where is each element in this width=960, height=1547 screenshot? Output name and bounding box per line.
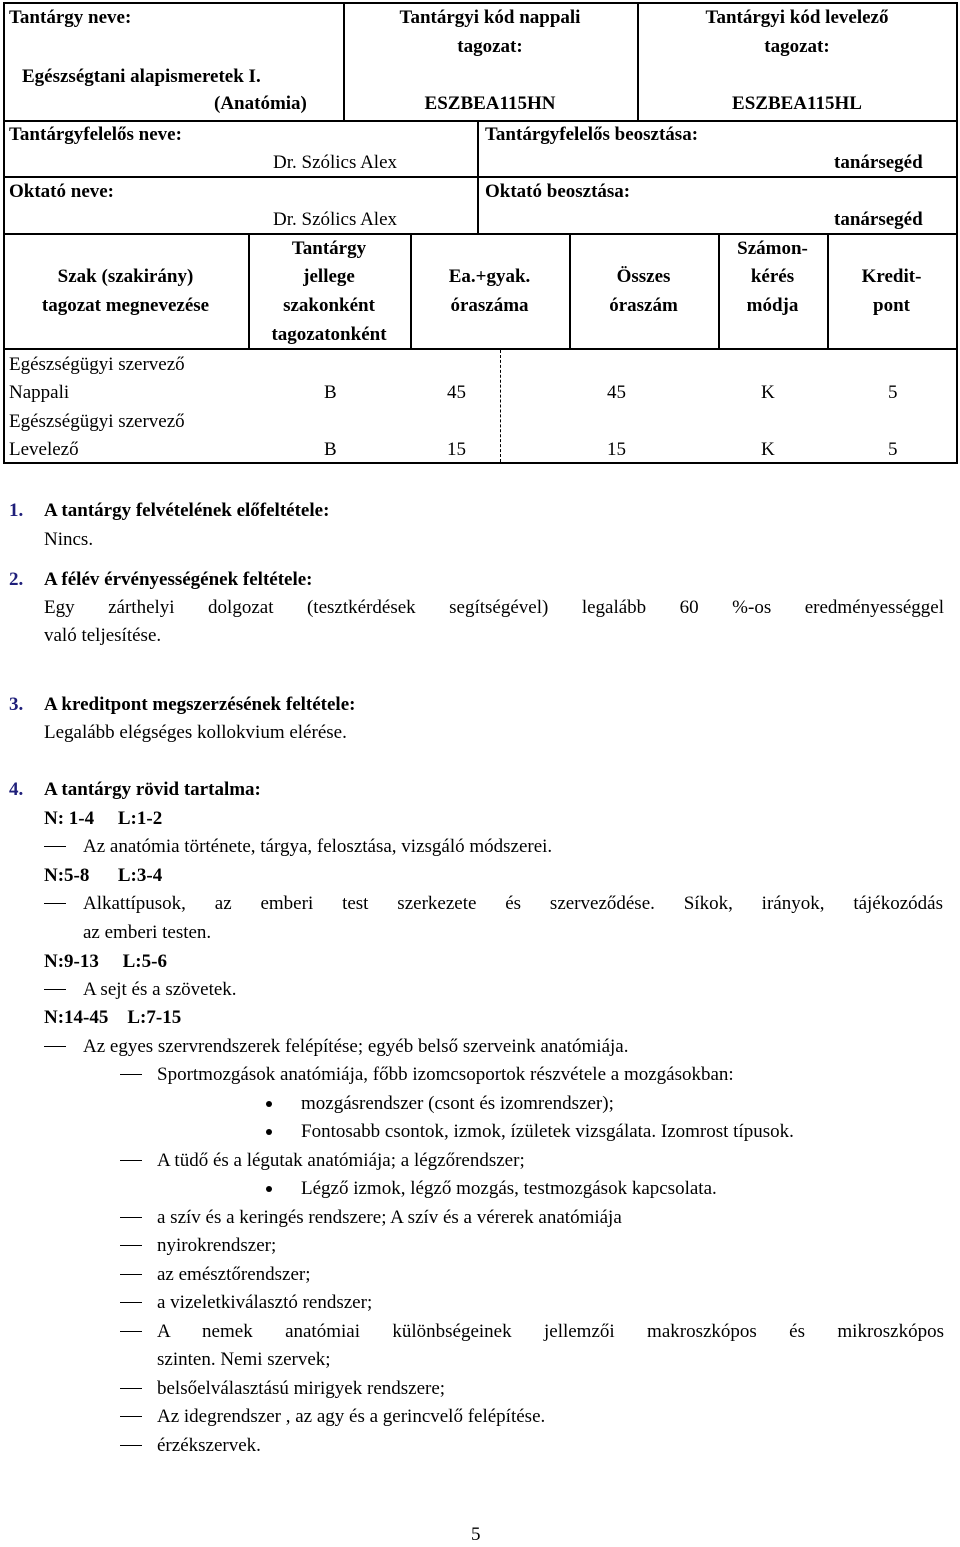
col-header-hours: Ea.+gyak. — [448, 266, 531, 287]
dash-icon — [120, 1160, 142, 1161]
section-number: 1. — [9, 500, 24, 521]
responsible-name-label: Tantárgyfelelős neve: — [9, 124, 182, 145]
col-header-type-3: szakonként — [283, 295, 375, 316]
list-item: a vizeletkiválasztó rendszer; — [157, 1292, 373, 1313]
section-number: 3. — [9, 694, 24, 715]
dash-icon — [44, 846, 66, 847]
list-item: A nemek anatómiai különbségeinek jellemzői makroszkópos és mikroszkópos — [157, 1321, 944, 1342]
col-header-program: Szak (szakirány) — [57, 266, 194, 287]
section-text: Legalább elégséges kollokvium elérése. — [44, 722, 347, 743]
list-item: A tüdő és a légutak anatómiája; a légzőrendszer; — [157, 1150, 525, 1171]
col-header-type-4: tagozatonként — [271, 324, 387, 345]
subject-name-label: Tantárgy neve: — [9, 7, 132, 28]
dash-icon — [44, 989, 66, 990]
responsible-position-label: Tantárgyfelelős beosztása: — [485, 124, 699, 145]
list-item: Az idegrendszer , az agy és a gerincvelő felépítése. — [157, 1406, 546, 1427]
code-correspondence-label: Tantárgyi kód levelező — [705, 7, 889, 28]
col-header-exam-3: módja — [746, 295, 799, 316]
list-item: az emésztőrendszer; — [157, 1264, 311, 1285]
row-hours: 45 — [447, 382, 466, 403]
list-item: Sportmozgások anatómiája, főbb izomcsoportok részvétele a mozgásokban: — [157, 1064, 734, 1085]
list-item: mozgásrendszer (csont és izomrendszer); — [301, 1093, 614, 1114]
subject-name: Egészségtani alapismeretek I. — [22, 66, 261, 87]
row-total: 45 — [607, 382, 626, 403]
responsible-position: tanársegéd — [834, 152, 923, 173]
dash-icon — [120, 1416, 142, 1417]
dash-icon — [120, 1245, 142, 1246]
col-header-program-2: tagozat megnevezése — [41, 295, 210, 316]
section-title: A félév érvényességének feltétele: — [44, 569, 313, 590]
instructor-position: tanársegéd — [834, 209, 923, 230]
row-mode: Levelező — [9, 439, 79, 460]
dash-icon — [120, 1445, 142, 1446]
col-header-credit-2: pont — [873, 295, 910, 316]
row-type: B — [324, 382, 337, 403]
section-number: 4. — [9, 779, 24, 800]
code-correspondence-label-2: tagozat: — [764, 36, 830, 57]
dash-icon — [44, 903, 66, 904]
row-mode: Nappali — [9, 382, 70, 403]
week-group-label: N:5-8 L:3-4 — [44, 865, 163, 886]
col-header-type: Tantárgy — [291, 238, 367, 259]
list-item: Alkattípusok, az emberi test szerkezete és szerveződése. Síkok, irányok, tájékozódás — [83, 893, 943, 914]
col-header-type-2: jellege — [303, 266, 355, 287]
dash-icon — [120, 1331, 142, 1332]
dash-icon — [120, 1217, 142, 1218]
code-day-label: Tantárgyi kód nappali — [399, 7, 581, 28]
bullet-icon — [266, 1101, 272, 1107]
col-header-exam: Számon- — [737, 238, 808, 259]
col-header-hours-2: óraszáma — [450, 295, 529, 316]
instructor-name-label: Oktató neve: — [9, 181, 115, 202]
col-header-total-2: óraszám — [609, 295, 678, 316]
list-item: Légző izmok, légző mozgás, testmozgások kapcsolata. — [301, 1178, 717, 1199]
row-total: 15 — [607, 439, 626, 460]
section-text: Egy zárthelyi dolgozat (tesztkérdések segítségével) legalább 60 %-os eredményességgel — [44, 597, 944, 618]
page-number: 5 — [471, 1524, 481, 1545]
list-item: nyirokrendszer; — [157, 1235, 277, 1256]
list-item: Fontosabb csontok, izmok, ízületek vizsgálata. Izomrost típusok. — [301, 1121, 794, 1142]
row-exam: K — [761, 382, 775, 403]
section-text-cont: való teljesítése. — [44, 625, 162, 646]
code-day-label-2: tagozat: — [457, 36, 523, 57]
list-item: A sejt és a szövetek. — [83, 979, 237, 1000]
row-credit: 5 — [888, 382, 898, 403]
col-header-credit: Kredit- — [861, 266, 922, 287]
row-type: B — [324, 439, 337, 460]
instructor-name: Dr. Szólics Alex — [273, 209, 398, 230]
list-item-cont: az emberi testen. — [83, 922, 212, 943]
section-text: Nincs. — [44, 529, 94, 550]
code-day: ESZBEA115HN — [424, 93, 556, 114]
row-credit: 5 — [888, 439, 898, 460]
dash-icon — [120, 1388, 142, 1389]
bullet-icon — [266, 1186, 272, 1192]
row-hours: 15 — [447, 439, 466, 460]
dash-icon — [44, 1046, 66, 1047]
dash-icon — [120, 1302, 142, 1303]
section-title: A tantárgy rövid tartalma: — [44, 779, 261, 800]
dash-icon — [120, 1074, 142, 1075]
row-program: Egészségügyi szervező — [9, 354, 185, 375]
section-title: A kreditpont megszerzésének feltétele: — [44, 694, 356, 715]
list-item: belsőelválasztású mirigyek rendszere; — [157, 1378, 446, 1399]
responsible-name: Dr. Szólics Alex — [273, 152, 398, 173]
week-group-label: N:9-13 L:5-6 — [44, 951, 167, 972]
list-item: Az anatómia története, tárgya, felosztása, vizsgáló módszerei. — [83, 836, 553, 857]
col-header-total: Összes — [616, 266, 671, 287]
instructor-position-label: Oktató beosztása: — [485, 181, 631, 202]
subject-name-suffix: (Anatómia) — [214, 93, 307, 114]
week-group-label: N: 1-4 L:1-2 — [44, 808, 163, 829]
section-title: A tantárgy felvételének előfeltétele: — [44, 500, 330, 521]
code-correspondence: ESZBEA115HL — [732, 93, 862, 114]
list-item: Az egyes szervrendszerek felépítése; egyéb belső szerveink anatómiája. — [83, 1036, 629, 1057]
row-program: Egészségügyi szervező — [9, 411, 185, 432]
bullet-icon — [266, 1129, 272, 1135]
col-header-exam-2: kérés — [750, 266, 795, 287]
list-item: érzékszervek. — [157, 1435, 261, 1456]
dash-icon — [120, 1274, 142, 1275]
week-group-label: N:14-45 L:7-15 — [44, 1007, 182, 1028]
row-exam: K — [761, 439, 775, 460]
list-item: a szív és a keringés rendszere; A szív és a vérerek anatómiája — [157, 1207, 622, 1228]
list-item-cont: szinten. Nemi szervek; — [157, 1349, 331, 1370]
section-number: 2. — [9, 569, 24, 590]
